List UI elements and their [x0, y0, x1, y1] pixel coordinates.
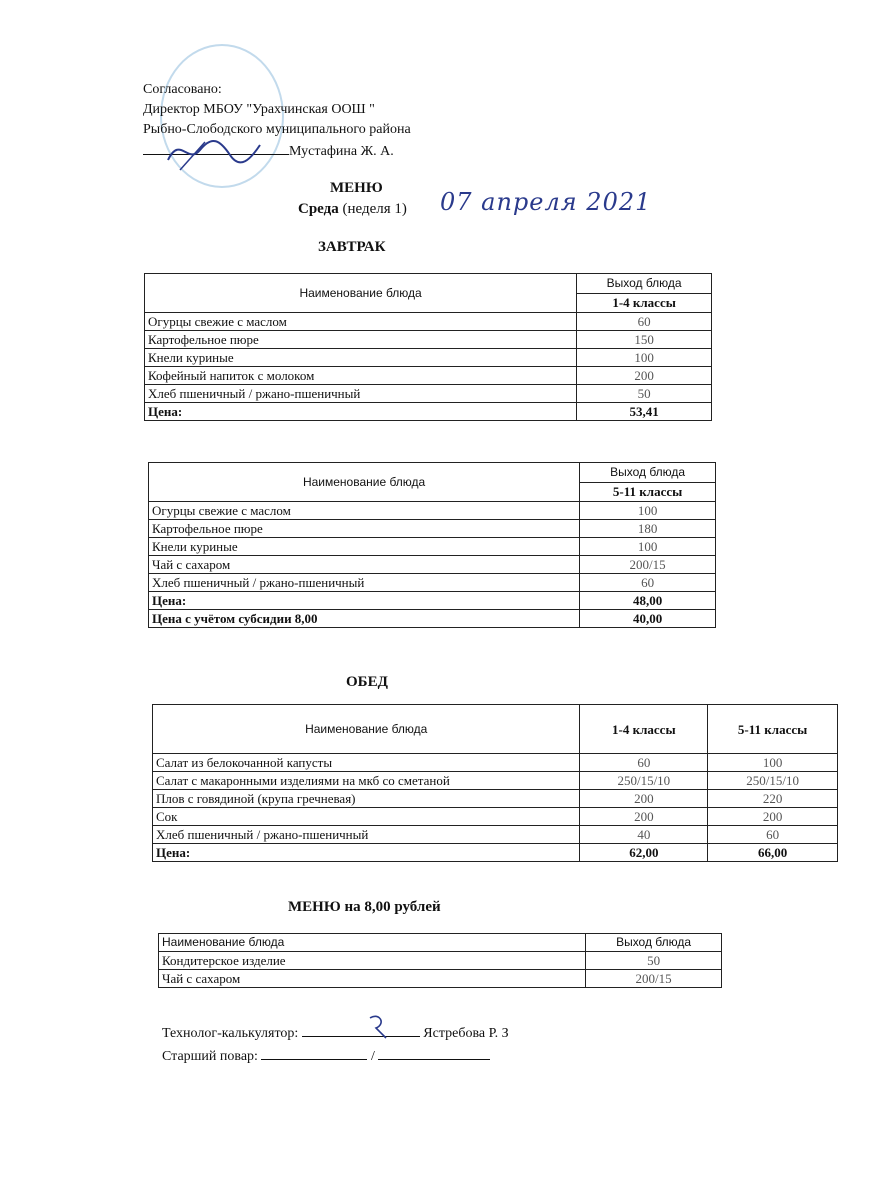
technologist-signature: [364, 1010, 394, 1040]
dish-output: 200/15: [586, 970, 722, 988]
dish-output: 50: [577, 385, 712, 403]
technologist-line: [162, 1024, 509, 1042]
dish-name: Огурцы свежие с маслом: [149, 502, 580, 520]
table-row: [149, 574, 716, 592]
dish-output-b: 250/15/10: [708, 772, 838, 790]
approval-title: Согласовано:: [143, 82, 222, 97]
price-value: 48,00: [580, 592, 716, 610]
price-value: 53,41: [577, 403, 712, 421]
dish-output: 100: [577, 349, 712, 367]
dish-output-a: 200: [580, 808, 708, 826]
menu-title: МЕНЮ: [330, 180, 383, 196]
header-dish-name: Наименование блюда: [153, 705, 580, 754]
price-value-b: 66,00: [708, 844, 838, 862]
price-label: Цена:: [145, 403, 577, 421]
header-output: Выход блюда: [586, 934, 722, 952]
dish-name: Кнели куриные: [149, 538, 580, 556]
director-signature: [160, 130, 270, 175]
dish-name: Картофельное пюре: [149, 520, 580, 538]
dish-name: Салат из белокочанной капусты: [153, 754, 580, 772]
cook-name-line: [378, 1047, 490, 1060]
dish-name: Огурцы свежие с маслом: [145, 313, 577, 331]
dish-name: Хлеб пшеничный / ржано-пшеничный: [149, 574, 580, 592]
menu-day: Среда: [298, 201, 339, 217]
table-row: [149, 538, 716, 556]
technologist-label: Технолог-калькулятор:: [162, 1026, 299, 1041]
approval-name: Мустафина Ж. А.: [289, 144, 394, 159]
header-class-a: 1-4 классы: [580, 705, 708, 754]
dish-name: Кнели куриные: [145, 349, 577, 367]
dish-output-b: 220: [708, 790, 838, 808]
table-row: [149, 502, 716, 520]
table-row: [145, 313, 712, 331]
dish-output-a: 40: [580, 826, 708, 844]
price-row: [153, 844, 838, 862]
table-row: [153, 826, 838, 844]
header-dish-name: Наименование блюда: [159, 934, 586, 952]
dish-output-a: 200: [580, 790, 708, 808]
menu-day-line: [298, 201, 407, 218]
dish-name: Кондитерское изделие: [159, 952, 586, 970]
cook-label: Старший повар:: [162, 1049, 258, 1064]
dish-name: Сок: [153, 808, 580, 826]
dish-output: 60: [577, 313, 712, 331]
dish-output-b: 60: [708, 826, 838, 844]
dish-name: Салат с макаронными изделиями на мкб со сметаной: [153, 772, 580, 790]
lunch-title: ОБЕД: [346, 674, 388, 690]
table-row: [153, 790, 838, 808]
table-row: [153, 808, 838, 826]
header-class-b: 5-11 классы: [708, 705, 838, 754]
cook-signature-line: [261, 1047, 367, 1060]
dish-output-b: 200: [708, 808, 838, 826]
dish-output-b: 100: [708, 754, 838, 772]
cook-line: [162, 1047, 490, 1065]
table-row: [153, 772, 838, 790]
table-row: [149, 556, 716, 574]
breakfast-table-1-4: [144, 273, 712, 421]
breakfast-title: ЗАВТРАК: [318, 239, 386, 255]
dish-output: 100: [580, 502, 716, 520]
approval-director: Директор МБОУ "Урахчинская ООШ ": [143, 102, 375, 117]
dish-name: Хлеб пшеничный / ржано-пшеничный: [153, 826, 580, 844]
subsidy-value: 40,00: [580, 610, 716, 628]
price-label: Цена:: [153, 844, 580, 862]
dish-output: 50: [586, 952, 722, 970]
table-row: [153, 754, 838, 772]
table-row: [159, 952, 722, 970]
cook-slash: /: [370, 1049, 375, 1064]
dish-output: 100: [580, 538, 716, 556]
header-class: 1-4 классы: [577, 293, 712, 313]
approval-district: Рыбно-Слободского муниципального района: [143, 122, 411, 137]
price-label: Цена:: [149, 592, 580, 610]
dish-output: 180: [580, 520, 716, 538]
header-dish-name: Наименование блюда: [145, 274, 577, 313]
dish-name: Кофейный напиток с молоком: [145, 367, 577, 385]
dish-name: Чай с сахаром: [159, 970, 586, 988]
dish-output-a: 250/15/10: [580, 772, 708, 790]
dish-name: Плов с говядиной (крупа гречневая): [153, 790, 580, 808]
header-output: Выход блюда: [580, 463, 716, 483]
table-row: [159, 970, 722, 988]
table-row: [145, 331, 712, 349]
dish-output: 150: [577, 331, 712, 349]
breakfast-table-5-11: [148, 462, 716, 628]
menu-week: (неделя 1): [342, 201, 407, 217]
subsidy-row: [149, 610, 716, 628]
table-row: [145, 367, 712, 385]
dish-output: 60: [580, 574, 716, 592]
lunch-table: [152, 704, 838, 862]
technologist-name: Ястребова Р. З: [423, 1026, 509, 1041]
menu8-table: [158, 933, 722, 988]
table-row: [145, 385, 712, 403]
dish-output: 200: [577, 367, 712, 385]
handwritten-date: 07 апреля 2021: [440, 188, 652, 216]
price-value-a: 62,00: [580, 844, 708, 862]
dish-output-a: 60: [580, 754, 708, 772]
technologist-signature-line: [302, 1024, 420, 1037]
table-row: [145, 349, 712, 367]
dish-name: Хлеб пшеничный / ржано-пшеничный: [145, 385, 577, 403]
dish-output: 200/15: [580, 556, 716, 574]
header-dish-name: Наименование блюда: [149, 463, 580, 502]
header-class: 5-11 классы: [580, 482, 716, 502]
price-row: [149, 592, 716, 610]
table-row: [149, 520, 716, 538]
subsidy-label: Цена с учётом субсидии 8,00: [149, 610, 580, 628]
menu8-title: МЕНЮ на 8,00 рублей: [288, 899, 441, 915]
price-row: [145, 403, 712, 421]
dish-name: Чай с сахаром: [149, 556, 580, 574]
header-output: Выход блюда: [577, 274, 712, 294]
dish-name: Картофельное пюре: [145, 331, 577, 349]
